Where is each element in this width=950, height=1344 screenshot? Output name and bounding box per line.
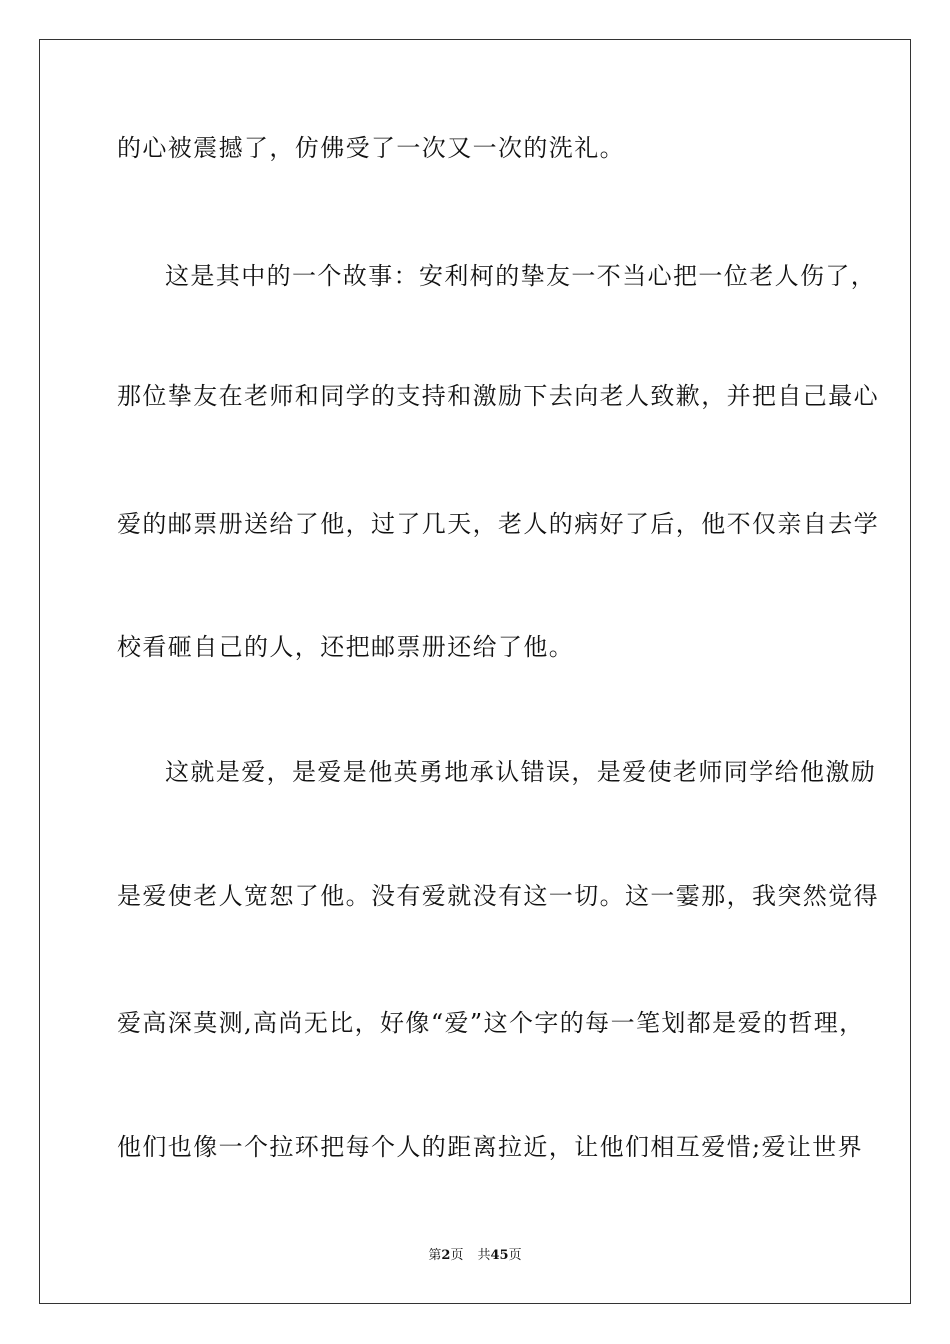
page-number: 2 bbox=[441, 1248, 451, 1263]
text-line-2: 这是其中的一个故事：安利柯的挚友一不当心把一位老人伤了， bbox=[165, 262, 877, 290]
page-prefix: 第 bbox=[428, 1248, 442, 1263]
text-line-3: 那位挚友在老师和同学的支持和激励下去向老人致歉，并把自己最心 bbox=[117, 382, 879, 410]
page-border bbox=[39, 39, 911, 1304]
total-pages: 45 bbox=[490, 1248, 509, 1263]
total-prefix: 共 bbox=[477, 1248, 491, 1263]
text-line-1: 的心被震撼了，仿佛受了一次又一次的洗礼。 bbox=[117, 134, 625, 162]
text-line-4: 爱的邮票册送给了他，过了几天，老人的病好了后，他不仅亲自去学 bbox=[117, 510, 879, 538]
text-line-7: 是爱使老人宽恕了他。没有爱就没有这一切。这一霎那，我突然觉得 bbox=[117, 882, 879, 910]
page-footer bbox=[0, 1247, 950, 1265]
text-line-8: 爱高深莫测,高尚无比，好像“爱”这个字的每一笔划都是爱的哲理， bbox=[117, 1009, 865, 1037]
page-suffix: 页 bbox=[450, 1248, 464, 1263]
text-line-6: 这就是爱，是爱是他英勇地承认错误，是爱使老师同学给他激励 bbox=[165, 758, 877, 786]
total-suffix: 页 bbox=[508, 1248, 522, 1263]
text-line-9: 他们也像一个拉环把每个人的距离拉近，让他们相互爱惜;爱让世界 bbox=[117, 1133, 864, 1161]
text-line-5: 校看砸自己的人，还把邮票册还给了他。 bbox=[117, 633, 575, 661]
